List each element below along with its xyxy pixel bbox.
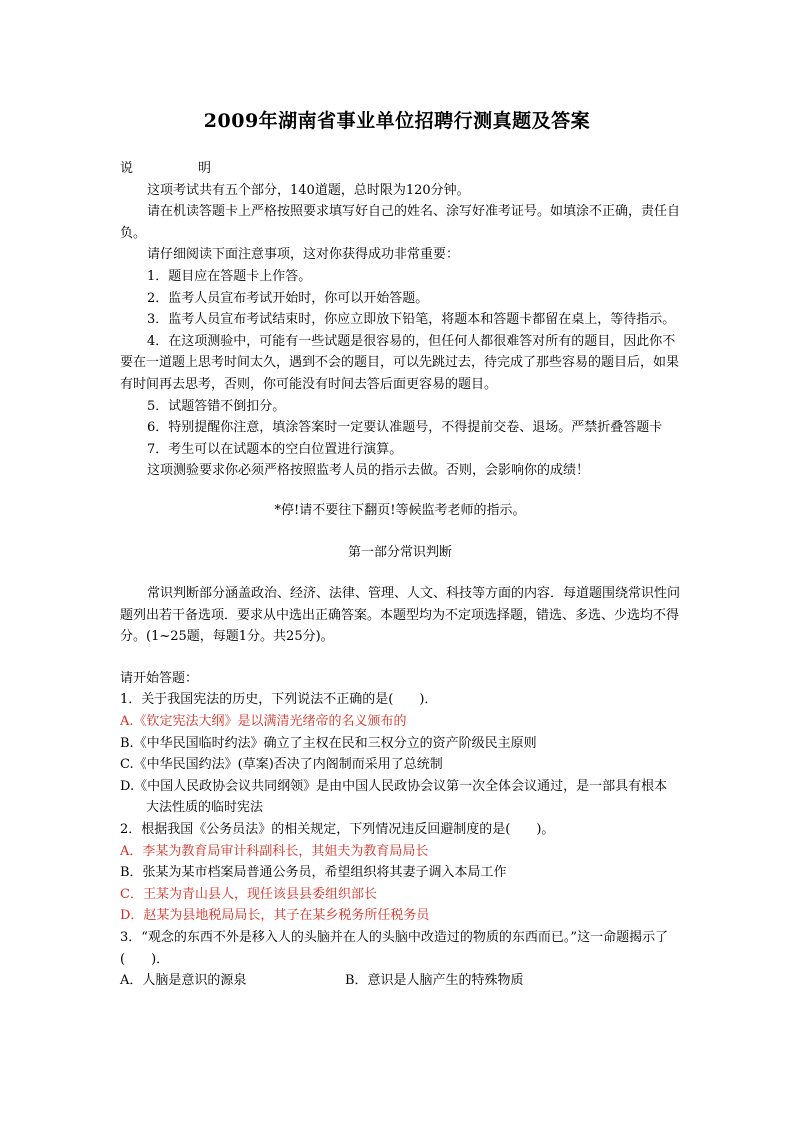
answer-option: A．人脑是意识的源泉 (120, 973, 247, 989)
intro-rule: 6．特别提醒你注意，填涂答案时一定要认准题号，不得提前交卷、退场。严禁折叠答题卡 (147, 420, 663, 436)
intro-rule: 1．题目应在答题卡上作答。 (147, 268, 312, 284)
intro-paragraph: 请在机读答题卡上严格按照要求填写好自己的姓名、涂写好准考证号。如填涂不正确，责任自负。 (120, 204, 681, 241)
intro-paragraph: 这项测验要求你必须严格按照监考人员的指示去做。否则，会影响你的成绩！ (147, 463, 590, 479)
document-title: 2009年湖南省事业单位招聘行测真题及答案 (203, 110, 591, 132)
answer-option: B．意识是人脑产生的特殊物质 (345, 973, 524, 989)
section-description: 常识判断部分涵盖政治、经济、法律、管理、人文、科技等方面的内容．每道题围绕常识性问题列出若干备选项．要求从中选出正确答案。本题型均为不定项选择题，错选、多选、少选均不得分。(1~25题，每题1分。共25分)。 (120, 586, 681, 645)
section-title: 第一部分常识判断 (347, 544, 452, 560)
answer-option: C.《中华民国约法》(草案)否决了内阁制而采用了总统制 (120, 757, 443, 773)
intro-rule: 7．考生可以在试题本的空白位置进行演算。 (147, 441, 403, 457)
intro-paragraph: 请仔细阅读下面注意事项，这对你获得成功非常重要： (147, 247, 460, 263)
document-body (120, 158, 680, 992)
intro-rule: 3．监考人员宣布考试结束时，你应立即放下铅笔，将题本和答题卡都留在桌上，等待指示。 (147, 312, 676, 328)
intro-rule: 5．试题答错不倒扣分。 (147, 398, 286, 414)
intro-rule: 2．监考人员宣布考试开始时，你可以开始答题。 (147, 290, 429, 306)
question-stem: 1．关于我国宪法的历史，下列说法不正确的是( )． (120, 692, 438, 708)
answer-option: B．张某为某市档案局普通公务员，希望组织将其妻子调入本局工作 (120, 865, 507, 881)
stop-notice: *停!请不要往下翻页!等候监考老师的指示。 (274, 502, 526, 518)
intro-rule: 4．在这项测验中，可能有一些试题是很容易的，但任何人都很难答对所有的题目，因此你不要在一道题上思考时间太久，遇到不会的题目，可以先跳过去，待完成了那些容易的题目后，如果有时间再去思考，否则，你可能没有时间去答后面更容易的题目。 (120, 333, 680, 392)
question-stem: 3．“观念的东西不外是移入人的头脑并在人的头脑中改造过的物质的东西而已。”这一命题揭示了( )． (120, 930, 669, 967)
intro-heading: 说 明 (120, 161, 238, 176)
start-label: 请开始答题： (120, 670, 199, 686)
question-stem: 2．根据我国《公务员法》的相关规定，下列情况违反回避制度的是( )。 (120, 822, 555, 838)
answer-option-row (120, 970, 680, 992)
answer-option: C．王某为青山县人，现任该县县委组织部长 (120, 886, 377, 902)
answer-option: A.《钦定宪法大纲》是以满清光绪帝的名义颁布的 (120, 714, 407, 730)
answer-option: A．李某为教育局审计科副科长，其姐夫为教育局局长 (120, 843, 429, 859)
answer-option: D．赵某为县地税局局长，其子在某乡税务所任税务员 (120, 908, 430, 924)
intro-paragraph: 这项考试共有五个部分，140道题，总时限为120分钟。 (147, 182, 470, 198)
answer-option: D.《中国人民政协会议共同纲领》是由中国人民政协会议第一次全体会议通过，是一部具有根本大法性质的临时宪法 (120, 778, 668, 816)
answer-option: B.《中华民国临时约法》确立了主权在民和三权分立的资产阶级民主原则 (120, 735, 537, 751)
